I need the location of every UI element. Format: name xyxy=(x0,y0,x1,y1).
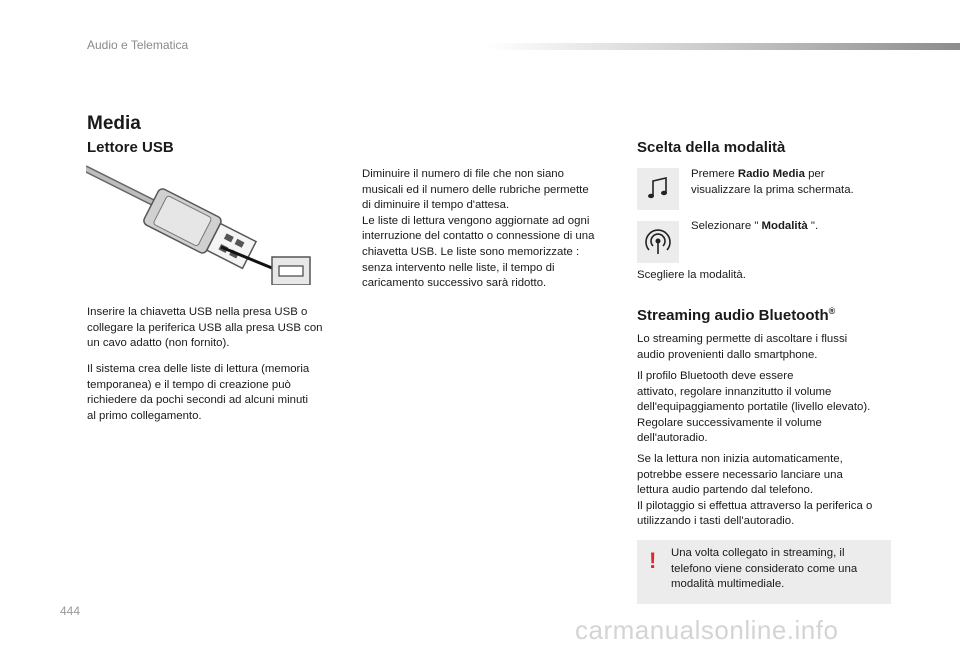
mode-step-3: Scegliere la modalità. xyxy=(637,269,746,281)
bluetooth-paragraph-profile: Il profilo Bluetooth deve essere attivato, regolare innanzitutto il volume dell'equipaggiamento portatile (livello elevato). Regolare successivamente il volume dell'autoradio. xyxy=(637,370,871,445)
mode-step-2: Selezionare " Modalità ". xyxy=(691,220,819,232)
mode-heading: Scelta della modalità xyxy=(637,139,786,156)
radio-signal-icon xyxy=(637,221,679,263)
usb-plug-illustration xyxy=(86,165,316,285)
warning-icon: ! xyxy=(649,548,657,573)
section-title: Audio e Telematica xyxy=(87,38,189,52)
page-title: Media xyxy=(87,113,141,134)
bluetooth-paragraph-intro: Lo streaming permette di ascoltare i flussi audio provenienti dallo smartphone. xyxy=(637,333,848,361)
page-number: 444 xyxy=(60,604,81,618)
warning-text: Una volta collegato in streaming, il telefono viene considerato come una modalità multimediale. xyxy=(671,547,858,591)
usb-paragraph-playlists: Il sistema crea delle liste di lettura (memoria temporanea) e il tempo di creazione può richiedere da pochi secondi ad alcuni minuti al primo collegamento. xyxy=(87,363,310,422)
usb-heading: Lettore USB xyxy=(87,139,174,156)
usb-paragraph-insert: Inserire la chiavetta USB nella presa USB o collegare la periferica USB alla presa USB con un cavo adatto (non fornito). xyxy=(87,306,323,350)
usb-paragraph-tips: Diminuire il numero di file che non siano musicali ed il numero delle rubriche permette di diminuire il tempo d'attesa. Le liste di lettura vengono aggiornate ad ogni interruzione del contatto o connessione di una chiavetta USB. Le liste sono memorizzate : senza intervento nelle liste, il tempo di caricamento successivo sarà ridotto. xyxy=(362,168,595,290)
music-note-icon xyxy=(637,168,679,210)
bluetooth-paragraph-playback: Se la lettura non inizia automaticamente, potrebbe essere necessario lanciare una lettura audio partendo dal telefono. Il pilotaggio si effettua attraverso la periferica o utilizzando i tasti dell'autoradio. xyxy=(637,453,873,528)
watermark: carmanualsonline.info xyxy=(575,615,839,645)
header-gradient-bar xyxy=(488,43,960,50)
mode-step-1: Premere Radio Media per visualizzare la prima schermata. xyxy=(691,168,854,196)
bluetooth-heading: Streaming audio Bluetooth® xyxy=(637,306,836,324)
warning-box xyxy=(637,540,891,604)
